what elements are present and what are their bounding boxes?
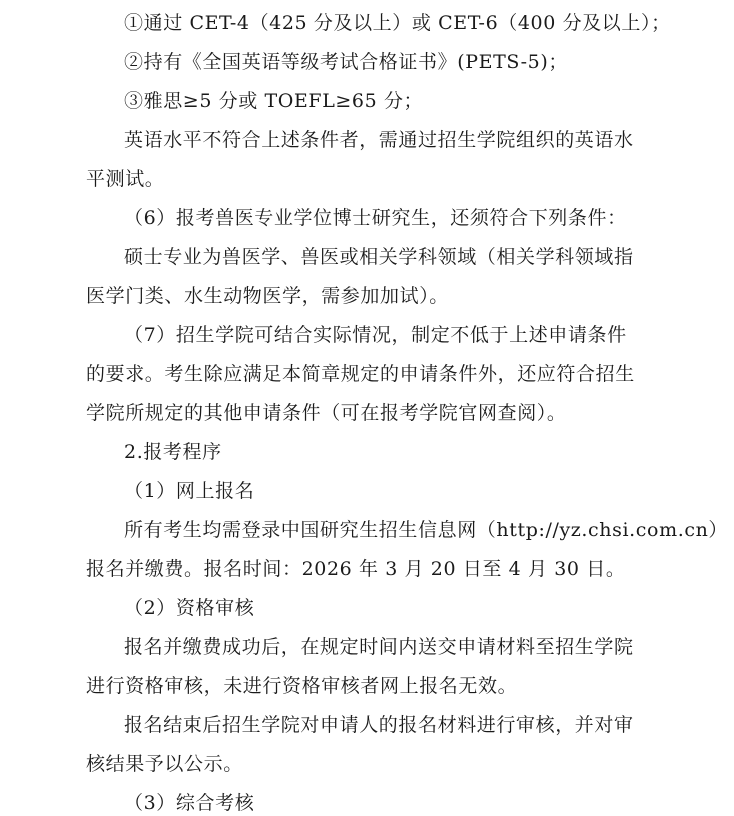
section-heading-application-procedure: 2.报考程序	[124, 441, 222, 463]
requirement-item-ielts-toefl: ③雅思≥5 分或 TOEFL≥65 分；	[124, 90, 424, 112]
clause-7-line-3: 学院所规定的其他申请条件（可在报考学院官网查阅）。	[86, 402, 567, 424]
qualification-review-line-4: 核结果予以公示。	[86, 753, 243, 775]
online-registration-line-2: 报名并缴费。报名时间：2026 年 3 月 20 日至 4 月 30 日。	[86, 558, 626, 580]
subheading-comprehensive-assessment: （3）综合考核	[124, 792, 255, 814]
subheading-online-registration: （1）网上报名	[124, 480, 255, 502]
clause-7-line-1: （7）招生学院可结合实际情况，制定不低于上述申请条件	[124, 324, 627, 346]
paragraph-english-test-line-1: 英语水平不符合上述条件者，需通过招生学院组织的英语水	[124, 129, 634, 151]
requirement-item-pets: ②持有《全国英语等级考试合格证书》(PETS-5)；	[124, 51, 568, 73]
requirement-item-cet: ①通过 CET-4（425 分及以上）或 CET-6（400 分及以上）；	[124, 12, 671, 34]
qualification-review-line-1: 报名并缴费成功后，在规定时间内送交申请材料至招生学院	[124, 636, 634, 658]
subheading-qualification-review: （2）资格审核	[124, 597, 255, 619]
qualification-review-line-3: 报名结束后招生学院对申请人的报名材料进行审核，并对审	[124, 714, 634, 736]
clause-6-heading: （6）报考兽医专业学位博士研究生，还须符合下列条件：	[124, 207, 627, 229]
online-registration-line-1: 所有考生均需登录中国研究生招生信息网（http://yz.chsi.com.cn）	[124, 519, 729, 541]
qualification-review-line-2: 进行资格审核，未进行资格审核者网上报名无效。	[86, 675, 518, 697]
clause-7-line-2: 的要求。考生除应满足本简章规定的申请条件外，还应符合招生	[86, 363, 635, 385]
clause-6-text-line-1: 硕士专业为兽医学、兽医或相关学科领域（相关学科领域指	[124, 246, 634, 268]
clause-6-text-line-2: 医学门类、水生动物医学，需参加加试）。	[86, 285, 449, 307]
paragraph-english-test-line-2: 平测试。	[86, 168, 165, 190]
